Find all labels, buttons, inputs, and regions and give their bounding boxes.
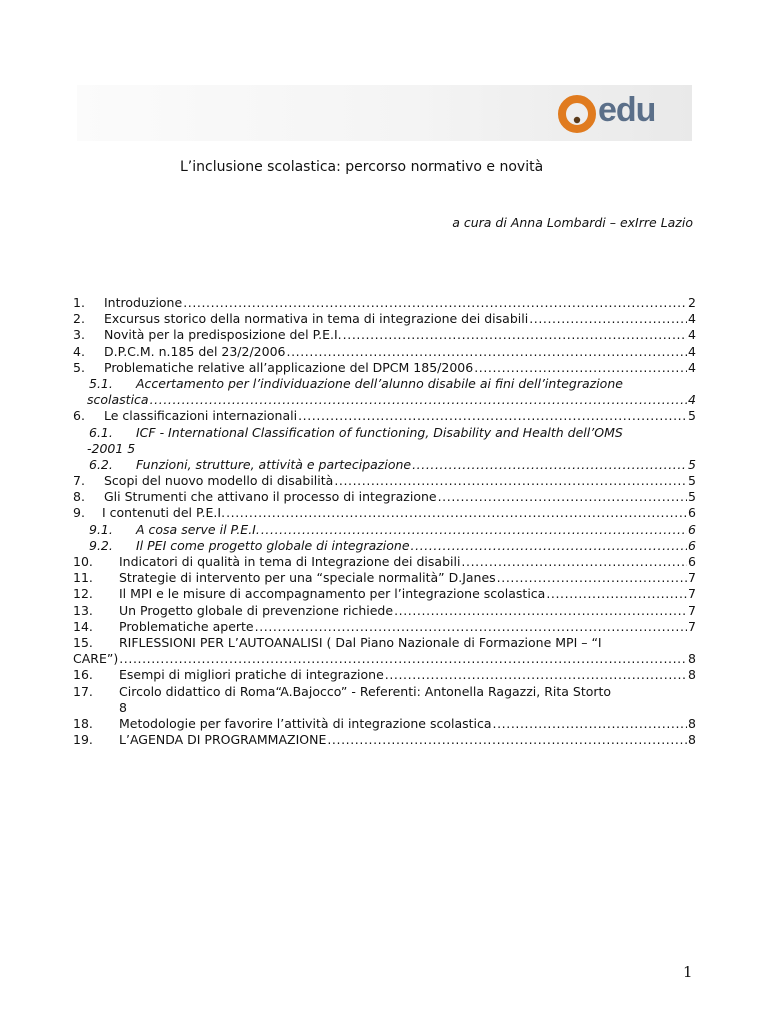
- toc-entry-13[interactable]: 13. Un Progetto globale di prevenzione richiede ..... 7: [73, 603, 696, 619]
- toc-entry-16[interactable]: 16. Esempi di migliori pratiche di integrazione ..... 8: [73, 667, 696, 683]
- toc-entry-5-1[interactable]: 5.1. Accertamento per l’individuazione dell’alunno disabile ai fini dell’integrazione: [89, 375, 623, 391]
- toc-entry-14[interactable]: 14. Problematiche aperte ..... 7: [73, 619, 696, 635]
- table-of-contents: [73, 295, 696, 748]
- toc-entry-5[interactable]: 5. Problematiche relative all’applicazione del DPCM 185/2006 ..... 4: [73, 360, 696, 376]
- toc-entry-8[interactable]: 8. Gli Strumenti che attivano il processo di integrazione ..... 5: [73, 489, 696, 505]
- toc-entry-17-cont: 8: [119, 699, 127, 715]
- toc-entry-18[interactable]: 18. Metodologie per favorire l’attività di integrazione scolastica ..... 8: [73, 716, 696, 732]
- toc-entry-9[interactable]: 9. I contenuti del P.E.I. ..... 6: [73, 505, 696, 521]
- document-title: L’inclusione scolastica: percorso normativo e novità: [180, 159, 544, 175]
- toc-entry-9-1[interactable]: 9.1. A cosa serve il P.E.I. ..... 6: [73, 522, 696, 538]
- logo-text: edu: [598, 91, 656, 129]
- toc-entry-6-2[interactable]: 6.2. Funzioni, strutture, attività e partecipazione ..... 5: [73, 457, 696, 473]
- toc-entry-9-2[interactable]: 9.2. Il PEI come progetto globale di integrazione ..... 6: [73, 538, 696, 554]
- toc-entry-15-cont[interactable]: CARE”) ..... 8: [73, 651, 696, 667]
- toc-entry-12[interactable]: 12. Il MPI e le misure di accompagnamento per l’integrazione scolastica ..... 7: [73, 586, 696, 602]
- toc-entry-6-1[interactable]: 6.1. ICF - International Classification of functioning, Disability and Health dell’OMS: [89, 424, 623, 440]
- page-number: 1: [683, 963, 693, 981]
- toc-entry-10[interactable]: 10. Indicatori di qualità in tema di Integrazione dei disabili ..... 6: [73, 554, 696, 570]
- toc-entry-1[interactable]: 1. Introduzione ..... 2: [73, 295, 696, 311]
- toc-entry-2[interactable]: 2. Excursus storico della normativa in tema di integrazione dei disabili ..... 4: [73, 311, 696, 327]
- toc-entry-6[interactable]: 6. Le classificazioni internazionali ..... 5: [73, 408, 696, 424]
- toc-entry-17[interactable]: 17. Circolo didattico di Roma“A.Bajocco” - Referenti: Antonella Ragazzi, Rita Storto: [73, 683, 612, 699]
- document-author: a cura di Anna Lombardi – exIrre Lazio: [452, 215, 693, 230]
- toc-entry-5-1-cont[interactable]: scolastica ..... 4: [73, 392, 696, 408]
- toc-entry-6-1-cont: -2001 5: [87, 440, 136, 456]
- toc-entry-3[interactable]: 3. Novità per la predisposizione del P.E.I. ..... 4: [73, 327, 696, 343]
- toc-entry-11[interactable]: 11. Strategie di intervento per una “speciale normalità” D.Janes ..... 7: [73, 570, 696, 586]
- toc-entry-4[interactable]: 4. D.P.C.M. n.185 del 23/2/2006 ..... 4: [73, 344, 696, 360]
- toc-entry-15[interactable]: 15. RIFLESSIONI PER L’AUTOANALISI ( Dal Piano Nazionale di Formazione MPI – “I: [73, 634, 602, 650]
- toc-entry-19[interactable]: 19. L’AGENDA DI PROGRAMMAZIONE ..... 8: [73, 732, 696, 748]
- toc-entry-7[interactable]: 7. Scopi del nuovo modello di disabilità ..... 5: [73, 473, 696, 489]
